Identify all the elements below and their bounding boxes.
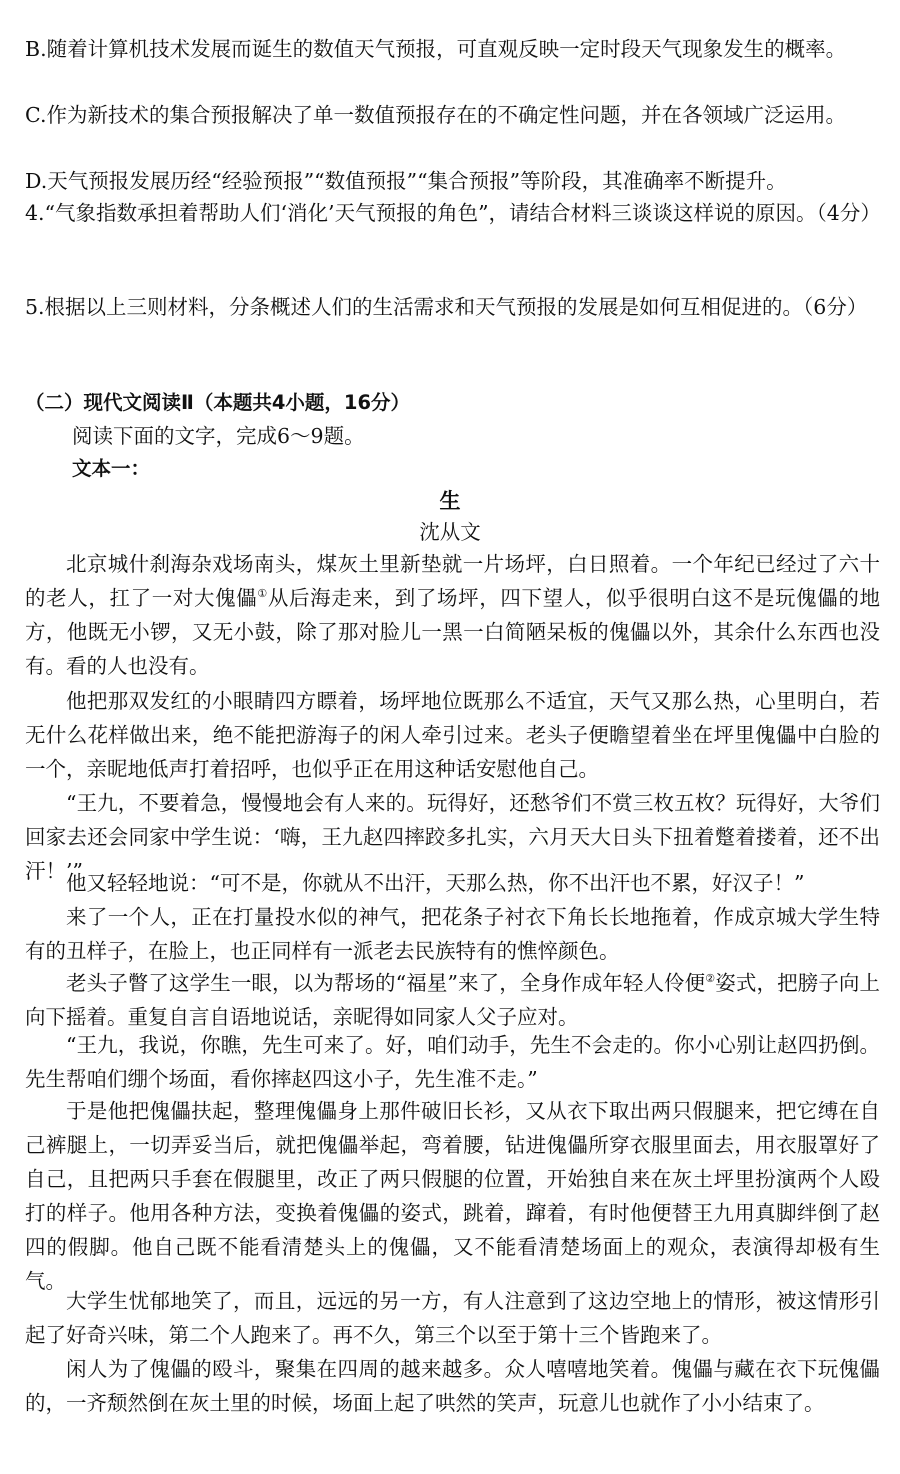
- option-c: C.作为新技术的集合预报解决了单一数值预报存在的不确定性问题，并在各领域广泛运用。: [25, 103, 846, 127]
- question-4: 4.“气象指数承担着帮助人们‘消化’天气预报的角色”，请结合材料三谈谈这样说的原因。（4分）: [25, 201, 881, 225]
- article-paragraph-2: 他把那双发红的小眼睛四方瞟着，场坪地位既那么不适宜，天气又那么热，心里明白，若无什么花样做出来，绝不能把游海子的闲人牵引过来。老头子便瞻望着坐在坪里傀儡中白脸的一个，亲昵地低声打着招呼，也似乎正在用这种话安慰他自己。: [25, 689, 880, 781]
- article-paragraph-7: “王九，我说，你瞧，先生可来了。好，咱们动手，先生不会走的。你小心别让赵四扔倒。先生帮咱们绷个场面，看你摔赵四这小子，先生准不走。”: [25, 1033, 880, 1091]
- section-heading: （二）现代文阅读Ⅱ（本题共4小题，16分）: [25, 391, 411, 414]
- paragraph-text: 北京城什刹海杂戏场南头，煤灰土里新垫就一片场坪，白日照着。一个年纪已经过了六十的老人，扛了一对大傀儡: [25, 552, 880, 610]
- article-paragraph-9: 大学生忧郁地笑了，而且，远远的另一方，有人注意到了这边空地上的情形，被这情形引起了好奇兴味，第二个人跑来了。再不久，第三个以至于第十三个皆跑来了。: [25, 1289, 880, 1347]
- paragraph-text: 姿式，把膀子向上向下摇着。重复自言自语地说话，亲昵得如同家人父子应对。: [25, 971, 880, 1029]
- article-paragraph-8: 于是他把傀儡扶起，整理傀儡身上那件破旧长衫，又从衣下取出两只假腿来，把它缚在自己裤腿上，一切弄妥当后，就把傀儡举起，弯着腰，钻进傀儡所穿衣服里面去，用衣服罩好了自己，且把两只手套在假腿里，改正了两只假腿的位置，开始独自来在灰土坪里扮演两个人殴打的样子。他用各种方法，变换着傀儡的姿式，跳着，蹿着，有时他便替王九用真脚绊倒了赵四的假脚。他自己既不能看清楚头上的傀儡，又不能看清楚场面上的观众，表演得却极有生气。: [25, 1099, 880, 1293]
- article-paragraph-5: 来了一个人，正在打量投水似的神气，把花条子衬衣下角长长地拖着，作成京城大学生特有的丑样子，在脸上，也正同样有一派老去民族特有的憔悴颜色。: [25, 905, 880, 963]
- paragraph-text: 从后海走来，到了场坪，四下望人，似乎很明白这不是玩傀儡的地方，他既无小锣，又无小鼓，除了那对脸儿一黑一白简陋呆板的傀儡以外，其余什么东西也没有。看的人也没有。: [25, 586, 881, 678]
- paragraph-text: 老头子瞥了这学生一眼，以为帮场的“福星”来了，全身作成年轻人伶便: [66, 971, 706, 995]
- footnote-marker-1: ①: [257, 587, 268, 601]
- article-paragraph-10: 闲人为了傀儡的殴斗，聚集在四周的越来越多。众人嘻嘻地笑着。傀儡与藏在衣下玩傀儡的，一齐颓然倒在灰土里的时候，场面上起了哄然的笑声，玩意儿也就作了小小结束了。: [25, 1357, 880, 1415]
- option-d: D.天气预报发展历经“经验预报”“数值预报”“集合预报”等阶段，其准确率不断提升。: [25, 169, 787, 193]
- text-one-label: 文本一：: [72, 457, 151, 480]
- section-instruction: 阅读下面的文字，完成6～9题。: [72, 424, 365, 448]
- article-author: 沈从文: [419, 520, 481, 544]
- footnote-marker-2: ②: [705, 972, 716, 986]
- article-paragraph-4: 他又轻轻地说：“可不是，你就从不出汗，天那么热，你不出汗也不累，好汉子！”: [66, 871, 805, 895]
- article-paragraph-3: “王九，不要着急，慢慢地会有人来的。玩得好，还愁爷们不赏三枚五枚？玩得好，大爷们回家去还会同家中学生说：‘嗨，王九赵四摔跤多扎实，六月天大日头下扭着蹩着搂着，还不出汗！’”: [25, 791, 880, 883]
- option-b: B.随着计算机技术发展而诞生的数值天气预报，可直观反映一定时段天气现象发生的概率。: [25, 37, 847, 61]
- article-paragraph-1: [25, 547, 880, 683]
- article-title: 生: [439, 489, 461, 513]
- article-paragraph-6: [25, 966, 880, 1034]
- question-5: 5.根据以上三则材料，分条概述人们的生活需求和天气预报的发展是如何互相促进的。（6分）: [25, 295, 868, 319]
